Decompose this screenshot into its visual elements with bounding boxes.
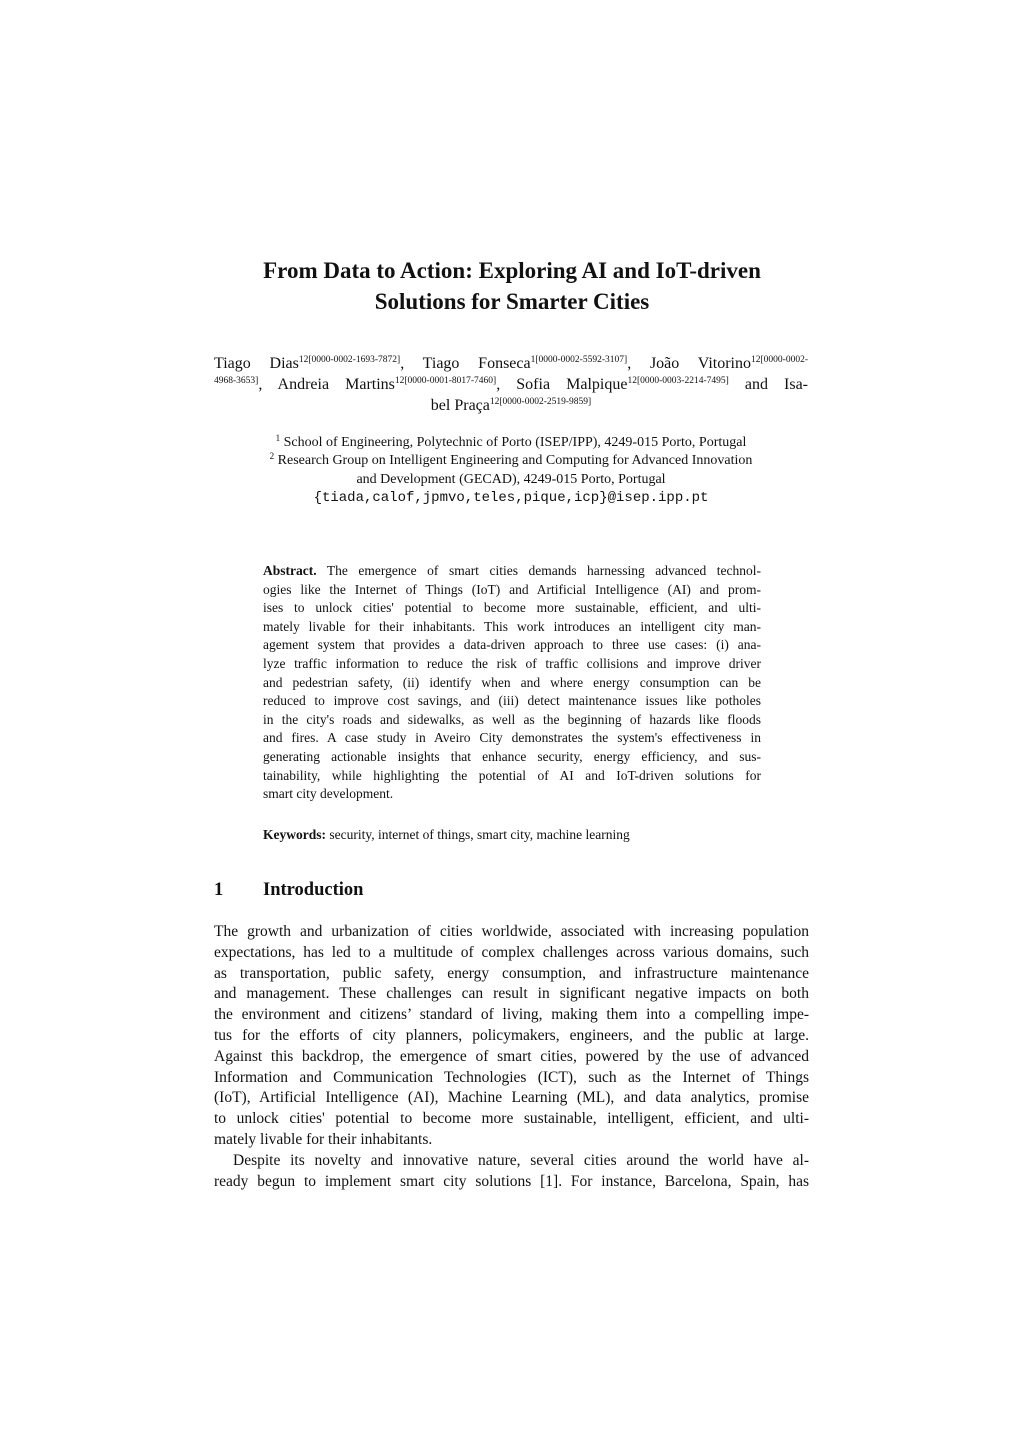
section-heading — [214, 877, 363, 903]
abstract-text: The emergence of smart cities demands harnessing advanced technol- — [316, 563, 761, 578]
body-line: Despite its novelty and innovative nature, several cities around the world have al- — [233, 1151, 809, 1169]
author-name: Tiago Dias — [214, 355, 299, 372]
author-name: , Tiago Fonseca — [400, 355, 531, 372]
author-orcid: 1[0000-0002-5592-3107] — [530, 355, 628, 365]
abstract-line: and pedestrian safety, (ii) identify when and where energy consumption can be — [263, 674, 761, 690]
affiliations — [214, 434, 808, 507]
abstract-line: in the city's roads and sidewalks, as well as the beginning of hazards like floods — [263, 711, 761, 727]
abstract-line: ogies like the Internet of Things (IoT) and Artificial Intelligence (AI) and prom- — [263, 581, 761, 597]
affiliation-1 — [214, 434, 808, 452]
abstract-line — [263, 562, 761, 581]
author-orcid: 12[0000-0002- — [751, 355, 809, 365]
body-line: ready begun to implement smart city solutions [1]. For instance, Barcelona, Spain, has — [214, 1172, 809, 1190]
body-line: Against this backdrop, the emergence of smart cities, powered by the use of advanced — [214, 1047, 809, 1065]
body-line: The growth and urbanization of cities worldwide, associated with increasing population — [214, 923, 809, 940]
author-line — [214, 353, 808, 374]
keywords-text: security, internet of things, smart city, machine learning — [326, 827, 630, 842]
affiliation-text: School of Engineering, Polytechnic of Porto (ISEP/IPP), 4249-015 Porto, Portugal — [280, 435, 747, 450]
affiliation-text: Research Group on Intelligent Engineering and Computing for Advanced Innovation — [274, 453, 753, 469]
abstract-line: mately livable for their inhabitants. This work introduces an intelligent city man- — [263, 618, 761, 634]
abstract-line: tainability, while highlighting the potential of AI and IoT-driven solutions for — [263, 767, 761, 783]
author-list — [214, 353, 808, 416]
title-line: Solutions for Smarter Cities — [374, 289, 650, 314]
author-name: , Sofia Malpique — [496, 376, 628, 393]
body-line: the environment and citizens’ standard of living, making them into a compelling impe- — [214, 1006, 809, 1024]
author-orcid: 12[0000-0002-1693-7872] — [298, 355, 401, 365]
author-orcid: 4968-3653] — [214, 376, 259, 386]
author-name: bel Praça — [430, 397, 490, 414]
author-name: , Andreia Martins — [258, 376, 395, 393]
affiliation-mark: 2 — [269, 451, 275, 462]
author-orcid: 12[0000-0002-2519-9859] — [489, 397, 592, 407]
body-text — [214, 922, 809, 1192]
keywords-label: Keywords: — [263, 827, 326, 842]
abstract-line: lyze traffic information to reduce the risk of traffic collisions and improve driver — [263, 655, 761, 671]
keywords — [263, 826, 761, 845]
body-line: expectations, has led to a multitude of complex challenges across various domains, such — [214, 943, 809, 961]
abstract — [263, 562, 761, 804]
abstract-line: ises to unlock cities' potential to become more sustainable, efficient, and ulti- — [263, 600, 761, 616]
abstract-line: generating actionable insights that enhance security, energy efficiency, and sus- — [263, 748, 761, 764]
author-name: and Isa- — [728, 376, 809, 393]
author-line — [214, 395, 808, 416]
body-line: and management. These challenges can result in significant negative impacts on both — [214, 985, 809, 1003]
author-emails: {tiada,calof,jpmvo,teles,pique,icp}@isep.ipp.pt — [313, 489, 709, 506]
author-name: , João Vitorino — [627, 355, 752, 372]
title-line: From Data to Action: Exploring AI and IoT-driven — [263, 258, 761, 283]
affiliation-2 — [214, 452, 808, 470]
body-line: to unlock cities' potential to become more sustainable, intelligent, efficient, and ulti- — [214, 1110, 809, 1128]
abstract-line: reduced to improve cost savings, and (iii) detect maintenance issues like potholes — [263, 693, 761, 709]
abstract-line: agement system that provides a data-driven approach to three use cases: (i) ana- — [263, 637, 761, 653]
section-number: 1 — [214, 880, 224, 900]
author-orcid: 12[0000-0003-2214-7495] — [627, 376, 729, 386]
abstract-label: Abstract. — [263, 563, 317, 578]
body-line: tus for the efforts of city planners, policymakers, engineers, and the public at large. — [214, 1026, 809, 1044]
author-line — [214, 374, 808, 395]
abstract-line: and fires. A case study in Aveiro City demonstrates the system's effectiveness in — [263, 730, 761, 746]
body-line: (IoT), Artificial Intelligence (AI), Machine Learning (ML), and data analytics, promise — [214, 1089, 809, 1107]
affiliation-2-cont: and Development (GECAD), 4249-015 Porto, Portugal — [356, 471, 666, 487]
body-line: mately livable for their inhabitants. — [214, 1130, 433, 1148]
paper-title — [160, 255, 864, 317]
abstract-line: smart city development. — [263, 786, 394, 802]
body-line: as transportation, public safety, energy consumption, and infrastructure maintenance — [214, 964, 809, 982]
body-line: Information and Communication Technologies (ICT), such as the Internet of Things — [214, 1068, 809, 1086]
section-title: Introduction — [263, 880, 364, 900]
author-orcid: 12[0000-0001-8017-7460] — [394, 376, 497, 386]
affiliation-mark: 1 — [275, 433, 281, 443]
